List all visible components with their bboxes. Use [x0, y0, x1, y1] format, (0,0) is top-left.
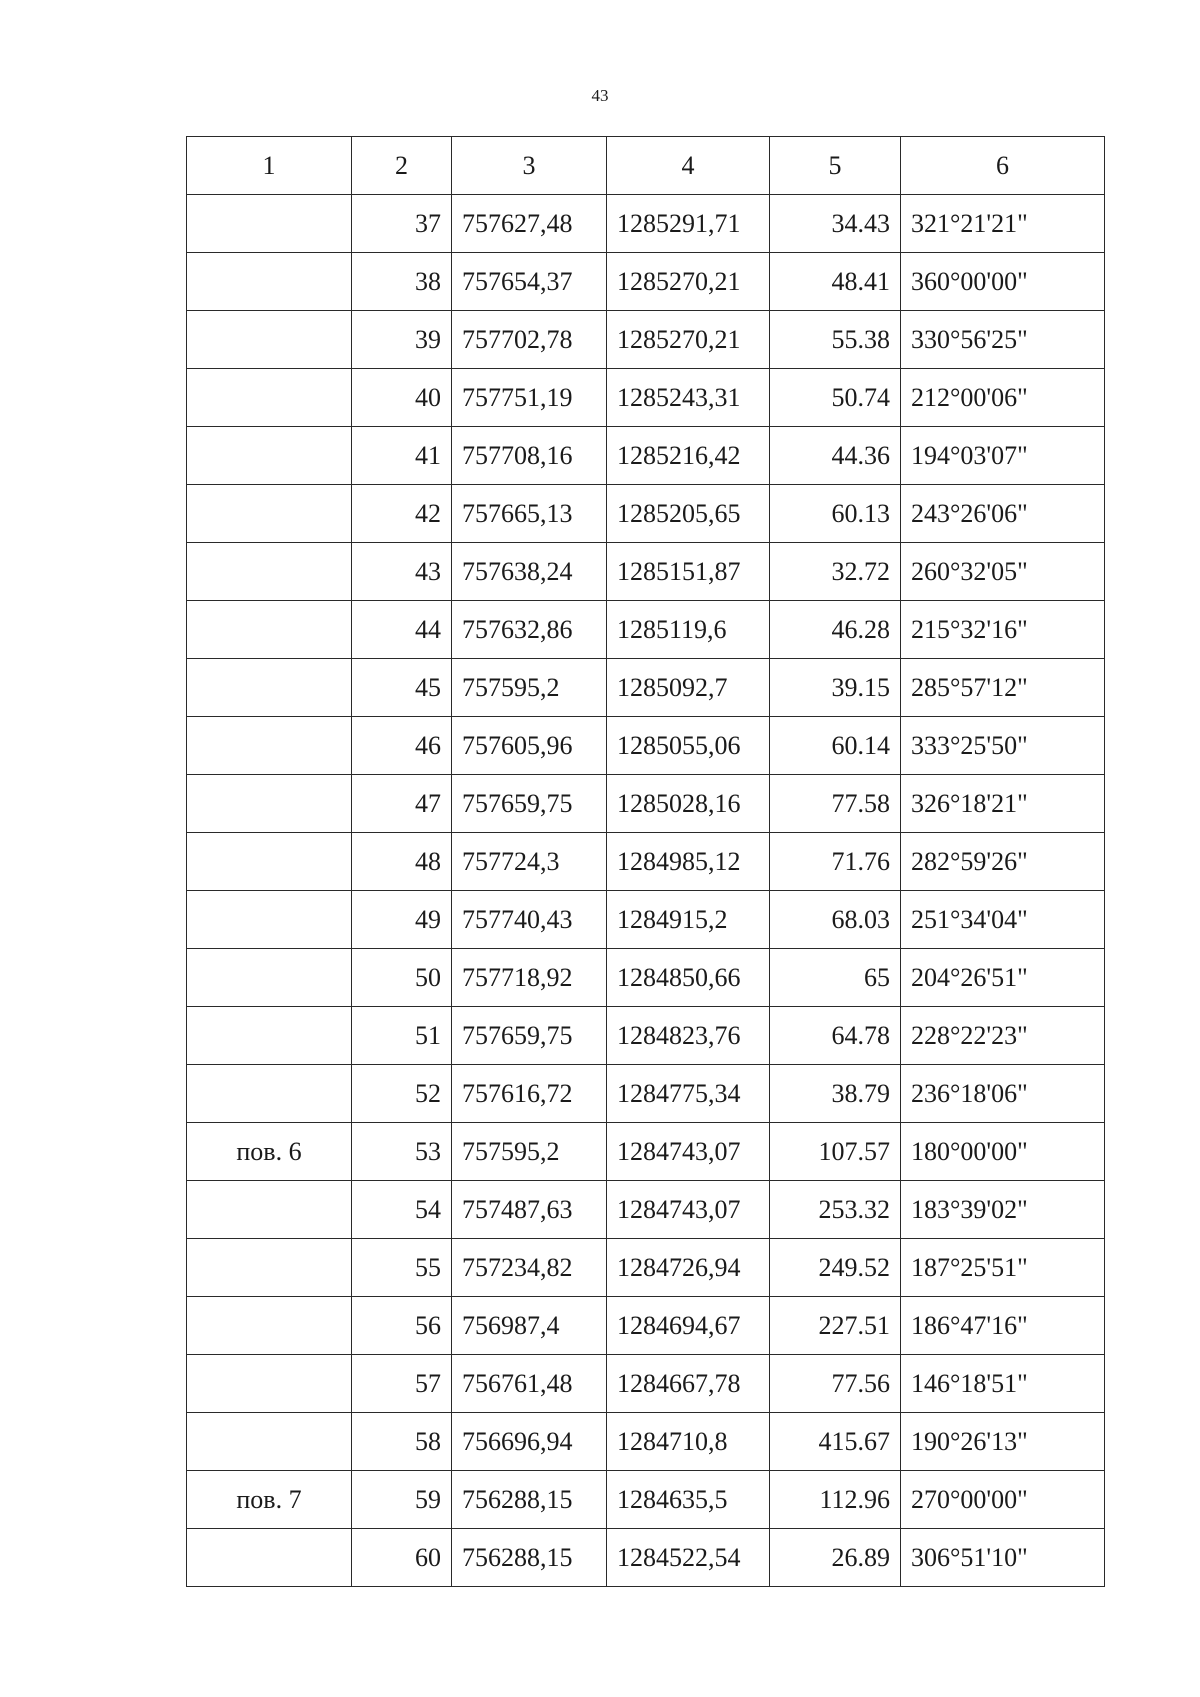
point-number-cell: 52: [352, 1065, 452, 1123]
point-number-cell: 47: [352, 775, 452, 833]
row-label-cell: [187, 1529, 352, 1587]
distance-cell: 32.72: [770, 543, 901, 601]
distance-cell: 60.14: [770, 717, 901, 775]
x-coordinate-cell: 757595,2: [452, 659, 607, 717]
y-coordinate-cell: 1285270,21: [607, 311, 770, 369]
table-body: [187, 195, 1105, 1587]
distance-cell: 48.41: [770, 253, 901, 311]
direction-angle-cell: 212°00'06": [901, 369, 1105, 427]
table-row: [187, 1413, 1105, 1471]
distance-cell: 60.13: [770, 485, 901, 543]
row-label-cell: [187, 1355, 352, 1413]
table-row: [187, 775, 1105, 833]
table-row: [187, 1471, 1105, 1529]
x-coordinate-cell: 757740,43: [452, 891, 607, 949]
row-label-cell: [187, 1007, 352, 1065]
row-label-cell: [187, 427, 352, 485]
x-coordinate-cell: 757702,78: [452, 311, 607, 369]
table-row: [187, 485, 1105, 543]
row-label-cell: [187, 1413, 352, 1471]
y-coordinate-cell: 1285205,65: [607, 485, 770, 543]
direction-angle-cell: 306°51'10": [901, 1529, 1105, 1587]
point-number-cell: 41: [352, 427, 452, 485]
table-row: [187, 1529, 1105, 1587]
point-number-cell: 54: [352, 1181, 452, 1239]
y-coordinate-cell: 1284726,94: [607, 1239, 770, 1297]
direction-angle-cell: 180°00'00": [901, 1123, 1105, 1181]
row-label-cell: [187, 833, 352, 891]
table-row: [187, 891, 1105, 949]
direction-angle-cell: 228°22'23": [901, 1007, 1105, 1065]
distance-cell: 44.36: [770, 427, 901, 485]
table-row: [187, 833, 1105, 891]
row-label-cell: [187, 369, 352, 427]
distance-cell: 77.58: [770, 775, 901, 833]
x-coordinate-cell: 756288,15: [452, 1471, 607, 1529]
distance-cell: 227.51: [770, 1297, 901, 1355]
distance-cell: 50.74: [770, 369, 901, 427]
x-coordinate-cell: 757654,37: [452, 253, 607, 311]
row-label-cell: [187, 949, 352, 1007]
direction-angle-cell: 282°59'26": [901, 833, 1105, 891]
distance-cell: 26.89: [770, 1529, 901, 1587]
distance-cell: 71.76: [770, 833, 901, 891]
point-number-cell: 55: [352, 1239, 452, 1297]
direction-angle-cell: 270°00'00": [901, 1471, 1105, 1529]
header-cell-5: 5: [770, 137, 901, 195]
y-coordinate-cell: 1284775,34: [607, 1065, 770, 1123]
point-number-cell: 42: [352, 485, 452, 543]
distance-cell: 55.38: [770, 311, 901, 369]
y-coordinate-cell: 1284710,8: [607, 1413, 770, 1471]
distance-cell: 38.79: [770, 1065, 901, 1123]
table-row: [187, 427, 1105, 485]
table-row: [187, 1181, 1105, 1239]
y-coordinate-cell: 1284823,76: [607, 1007, 770, 1065]
direction-angle-cell: 260°32'05": [901, 543, 1105, 601]
coordinates-table: [186, 136, 1105, 1587]
table-row: [187, 1123, 1105, 1181]
direction-angle-cell: 194°03'07": [901, 427, 1105, 485]
point-number-cell: 56: [352, 1297, 452, 1355]
y-coordinate-cell: 1284635,5: [607, 1471, 770, 1529]
y-coordinate-cell: 1285092,7: [607, 659, 770, 717]
table-row: [187, 311, 1105, 369]
y-coordinate-cell: 1284850,66: [607, 949, 770, 1007]
y-coordinate-cell: 1284694,67: [607, 1297, 770, 1355]
distance-cell: 34.43: [770, 195, 901, 253]
table-row: [187, 717, 1105, 775]
table-row: [187, 253, 1105, 311]
direction-angle-cell: 204°26'51": [901, 949, 1105, 1007]
x-coordinate-cell: 757627,48: [452, 195, 607, 253]
direction-angle-cell: 360°00'00": [901, 253, 1105, 311]
direction-angle-cell: 187°25'51": [901, 1239, 1105, 1297]
y-coordinate-cell: 1285291,71: [607, 195, 770, 253]
x-coordinate-cell: 757751,19: [452, 369, 607, 427]
direction-angle-cell: 321°21'21": [901, 195, 1105, 253]
y-coordinate-cell: 1285216,42: [607, 427, 770, 485]
x-coordinate-cell: 757605,96: [452, 717, 607, 775]
table-row: [187, 369, 1105, 427]
x-coordinate-cell: 757659,75: [452, 775, 607, 833]
distance-cell: 112.96: [770, 1471, 901, 1529]
x-coordinate-cell: 757659,75: [452, 1007, 607, 1065]
x-coordinate-cell: 757718,92: [452, 949, 607, 1007]
row-label-cell: [187, 1065, 352, 1123]
point-number-cell: 43: [352, 543, 452, 601]
table-row: [187, 601, 1105, 659]
distance-cell: 253.32: [770, 1181, 901, 1239]
direction-angle-cell: 183°39'02": [901, 1181, 1105, 1239]
table-row: [187, 1065, 1105, 1123]
direction-angle-cell: 333°25'50": [901, 717, 1105, 775]
direction-angle-cell: 146°18'51": [901, 1355, 1105, 1413]
point-number-cell: 51: [352, 1007, 452, 1065]
table-row: [187, 1355, 1105, 1413]
y-coordinate-cell: 1285055,06: [607, 717, 770, 775]
x-coordinate-cell: 757708,16: [452, 427, 607, 485]
y-coordinate-cell: 1284743,07: [607, 1123, 770, 1181]
direction-angle-cell: 215°32'16": [901, 601, 1105, 659]
row-label-cell: пов. 7: [187, 1471, 352, 1529]
direction-angle-cell: 285°57'12": [901, 659, 1105, 717]
point-number-cell: 45: [352, 659, 452, 717]
y-coordinate-cell: 1285028,16: [607, 775, 770, 833]
x-coordinate-cell: 757665,13: [452, 485, 607, 543]
row-label-cell: [187, 601, 352, 659]
header-cell-2: 2: [352, 137, 452, 195]
y-coordinate-cell: 1284522,54: [607, 1529, 770, 1587]
y-coordinate-cell: 1285119,6: [607, 601, 770, 659]
row-label-cell: [187, 485, 352, 543]
x-coordinate-cell: 757724,3: [452, 833, 607, 891]
x-coordinate-cell: 756761,48: [452, 1355, 607, 1413]
row-label-cell: [187, 311, 352, 369]
table-row: [187, 195, 1105, 253]
y-coordinate-cell: 1285270,21: [607, 253, 770, 311]
point-number-cell: 60: [352, 1529, 452, 1587]
row-label-cell: [187, 659, 352, 717]
distance-cell: 65: [770, 949, 901, 1007]
row-label-cell: [187, 543, 352, 601]
table-row: [187, 659, 1105, 717]
distance-cell: 68.03: [770, 891, 901, 949]
distance-cell: 249.52: [770, 1239, 901, 1297]
distance-cell: 46.28: [770, 601, 901, 659]
distance-cell: 64.78: [770, 1007, 901, 1065]
row-label-cell: [187, 253, 352, 311]
y-coordinate-cell: 1284985,12: [607, 833, 770, 891]
row-label-cell: [187, 775, 352, 833]
table-row: [187, 1007, 1105, 1065]
point-number-cell: 46: [352, 717, 452, 775]
x-coordinate-cell: 757616,72: [452, 1065, 607, 1123]
x-coordinate-cell: 757632,86: [452, 601, 607, 659]
point-number-cell: 50: [352, 949, 452, 1007]
x-coordinate-cell: 757487,63: [452, 1181, 607, 1239]
page-number: 43: [591, 86, 609, 105]
row-label-cell: [187, 717, 352, 775]
point-number-cell: 44: [352, 601, 452, 659]
x-coordinate-cell: 756288,15: [452, 1529, 607, 1587]
row-label-cell: [187, 1239, 352, 1297]
point-number-cell: 48: [352, 833, 452, 891]
table-row: [187, 949, 1105, 1007]
direction-angle-cell: 186°47'16": [901, 1297, 1105, 1355]
header-cell-4: 4: [607, 137, 770, 195]
header-cell-3: 3: [452, 137, 607, 195]
direction-angle-cell: 190°26'13": [901, 1413, 1105, 1471]
direction-angle-cell: 330°56'25": [901, 311, 1105, 369]
direction-angle-cell: 243°26'06": [901, 485, 1105, 543]
x-coordinate-cell: 757595,2: [452, 1123, 607, 1181]
row-label-cell: [187, 1181, 352, 1239]
distance-cell: 77.56: [770, 1355, 901, 1413]
x-coordinate-cell: 757638,24: [452, 543, 607, 601]
y-coordinate-cell: 1284743,07: [607, 1181, 770, 1239]
point-number-cell: 57: [352, 1355, 452, 1413]
header-cell-6: 6: [901, 137, 1105, 195]
distance-cell: 415.67: [770, 1413, 901, 1471]
y-coordinate-cell: 1285243,31: [607, 369, 770, 427]
direction-angle-cell: 326°18'21": [901, 775, 1105, 833]
row-label-cell: [187, 195, 352, 253]
point-number-cell: 40: [352, 369, 452, 427]
direction-angle-cell: 251°34'04": [901, 891, 1105, 949]
row-label-cell: [187, 891, 352, 949]
row-label-cell: пов. 6: [187, 1123, 352, 1181]
header-cell-1: 1: [187, 137, 352, 195]
x-coordinate-cell: 756987,4: [452, 1297, 607, 1355]
y-coordinate-cell: 1284915,2: [607, 891, 770, 949]
point-number-cell: 53: [352, 1123, 452, 1181]
direction-angle-cell: 236°18'06": [901, 1065, 1105, 1123]
table-row: [187, 1239, 1105, 1297]
table-header-row: [187, 137, 1105, 195]
point-number-cell: 39: [352, 311, 452, 369]
row-label-cell: [187, 1297, 352, 1355]
y-coordinate-cell: 1285151,87: [607, 543, 770, 601]
y-coordinate-cell: 1284667,78: [607, 1355, 770, 1413]
point-number-cell: 49: [352, 891, 452, 949]
table-row: [187, 1297, 1105, 1355]
x-coordinate-cell: 756696,94: [452, 1413, 607, 1471]
point-number-cell: 59: [352, 1471, 452, 1529]
table-row: [187, 543, 1105, 601]
point-number-cell: 58: [352, 1413, 452, 1471]
distance-cell: 107.57: [770, 1123, 901, 1181]
x-coordinate-cell: 757234,82: [452, 1239, 607, 1297]
point-number-cell: 37: [352, 195, 452, 253]
point-number-cell: 38: [352, 253, 452, 311]
distance-cell: 39.15: [770, 659, 901, 717]
